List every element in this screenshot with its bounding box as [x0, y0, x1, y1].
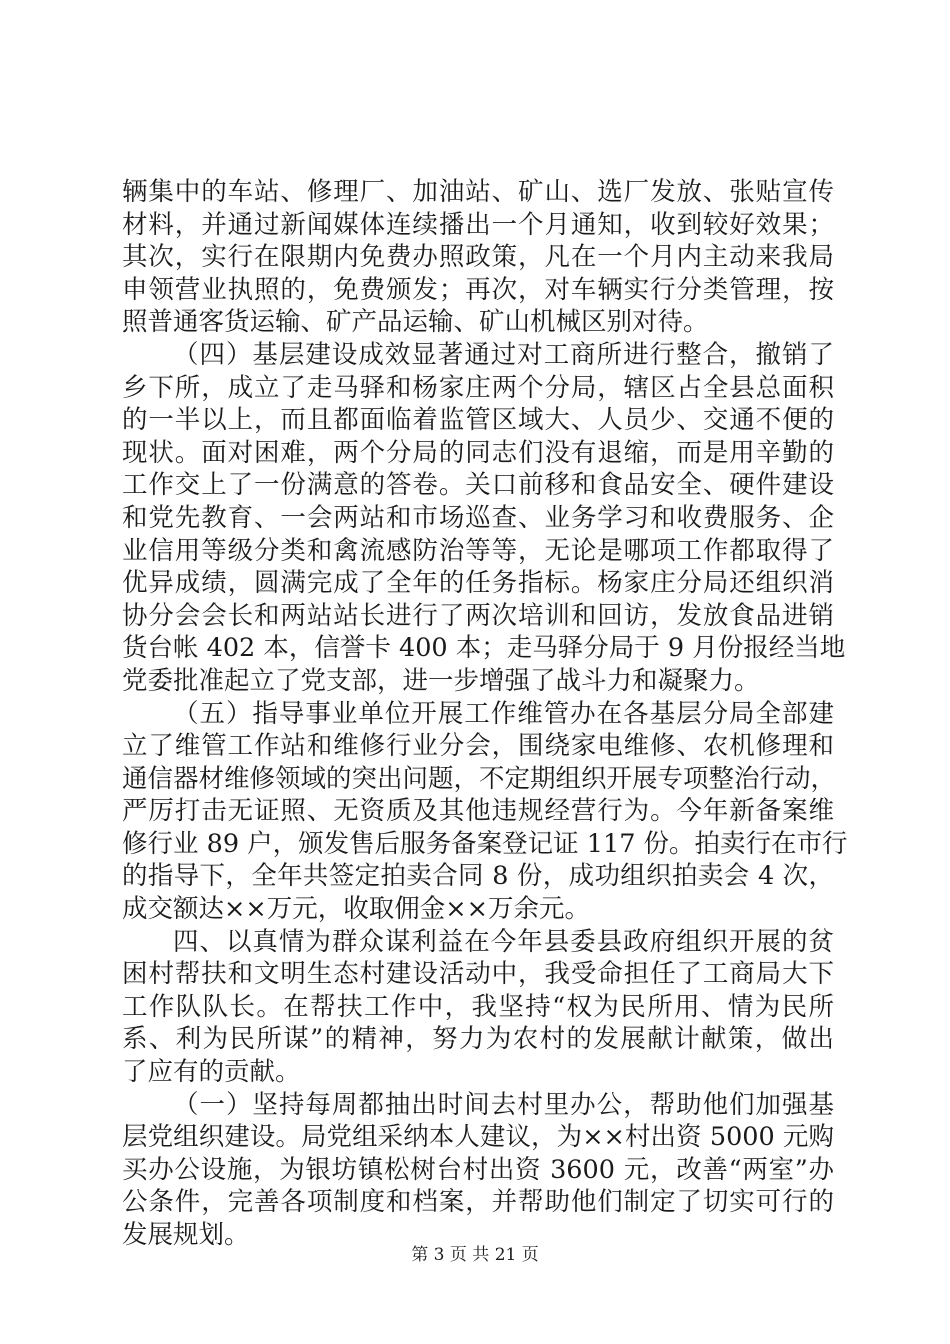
- text-line: （五）指导事业单位开展工作维管办在各基层分局全部建: [173, 698, 834, 729]
- text-line: 修行业 89 户，颁发售后服务备案登记证 117 份。拍卖行在市行: [122, 828, 848, 859]
- text-line: 协分会会长和两站站长进行了两次培训和回访，发放食品进销: [122, 600, 834, 631]
- text-line: 照普通客货运输、矿产品运输、矿山机械区别对待。: [122, 307, 709, 338]
- text-line: （四）基层建设成效显著通过对工商所进行整合，撤销了: [173, 339, 834, 370]
- text-line: 买办公设施，为银坊镇松树台村出资 3600 元，改善“两室”办: [122, 1154, 834, 1185]
- text-line: 和党先教育、一会两站和市场巡查、业务学习和收费服务、企: [122, 502, 834, 533]
- text-line: 的一半以上，而且都面临着监管区域大、人员少、交通不便的: [122, 405, 834, 436]
- text-line: 工作队队长。在帮扶工作中，我坚持“权为民所用、情为民所: [122, 991, 834, 1022]
- text-line: 工作交上了一份满意的答卷。关口前移和食品安全、硬件建设: [122, 470, 834, 501]
- text-line: 申领营业执照的，免费颁发；再次，对车辆实行分类管理，按: [122, 274, 834, 305]
- text-line: 现状。面对困难，两个分局的同志们没有退缩，而是用辛勤的: [122, 437, 834, 468]
- text-line: 困村帮扶和文明生态村建设活动中，我受命担任了工商局大下: [122, 959, 834, 990]
- text-line: 的指导下，全年共签定拍卖合同 8 份，成功组织拍卖会 4 次，: [122, 861, 834, 892]
- text-line: 成交额达××万元，收取佣金××万余元。: [122, 894, 590, 925]
- text-line: 通信器材维修领域的突出问题，不定期组织开展专项整治行动，: [122, 763, 837, 794]
- text-line: 材料，并通过新闻媒体连续播出一个月通知，收到较好效果；: [122, 209, 834, 240]
- paragraph-vehicle-registration: [122, 176, 834, 339]
- text-line: 层党组织建设。局党组采纳本人建议，为××村出资 5000 元购: [122, 1122, 834, 1153]
- text-line: 立了维管工作站和维修行业分会，围绕家电维修、农机修理和: [122, 731, 834, 762]
- text-line: 乡下所，成立了走马驿和杨家庄两个分局，辖区占全县总面积: [122, 372, 834, 403]
- text-line: 货台帐 402 本，信誉卡 400 本；走马驿分局于 9 月份报经当地: [122, 633, 846, 664]
- text-line: 其次，实行在限期内免费办照政策，凡在一个月内主动来我局: [122, 242, 834, 273]
- paragraph-grassroots-construction: [122, 339, 846, 698]
- text-line: 党委批准起立了党支部，进一步增强了战斗力和凝聚力。: [122, 665, 760, 696]
- page-number-footer: 第 3 页 共 21 页: [411, 1245, 539, 1265]
- text-line: 系、利为民所谋”的精神，努力为农村的发展献计献策，做出: [122, 1024, 834, 1055]
- paragraph-section-four: [122, 926, 834, 1089]
- text-line: 公条件，完善各项制度和档案，并帮助他们制定了切实可行的: [122, 1187, 834, 1218]
- text-line: 优异成绩，圆满完成了全年的任务指标。杨家庄分局还组织消: [122, 568, 834, 599]
- paragraph-weekly-village-work: [122, 1089, 834, 1252]
- text-line: 辆集中的车站、修理厂、加油站、矿山、选厂发放、张贴宣传: [122, 177, 834, 207]
- text-line: 了应有的贡献。: [122, 1057, 301, 1088]
- text-line: 四、以真情为群众谋利益在今年县委县政府组织开展的贫: [173, 926, 834, 957]
- text-line: 业信用等级分类和禽流感防治等等，无论是哪项工作都取得了: [122, 535, 834, 566]
- text-line: （一）坚持每周都抽出时间去村里办公，帮助他们加强基: [173, 1089, 834, 1120]
- paragraph-institution-guidance: [122, 698, 848, 926]
- document-body: [122, 176, 848, 1252]
- text-line: 发展规划。: [122, 1220, 250, 1250]
- text-line: 严厉打击无证照、无资质及其他违规经营行为。今年新备案维: [122, 796, 834, 827]
